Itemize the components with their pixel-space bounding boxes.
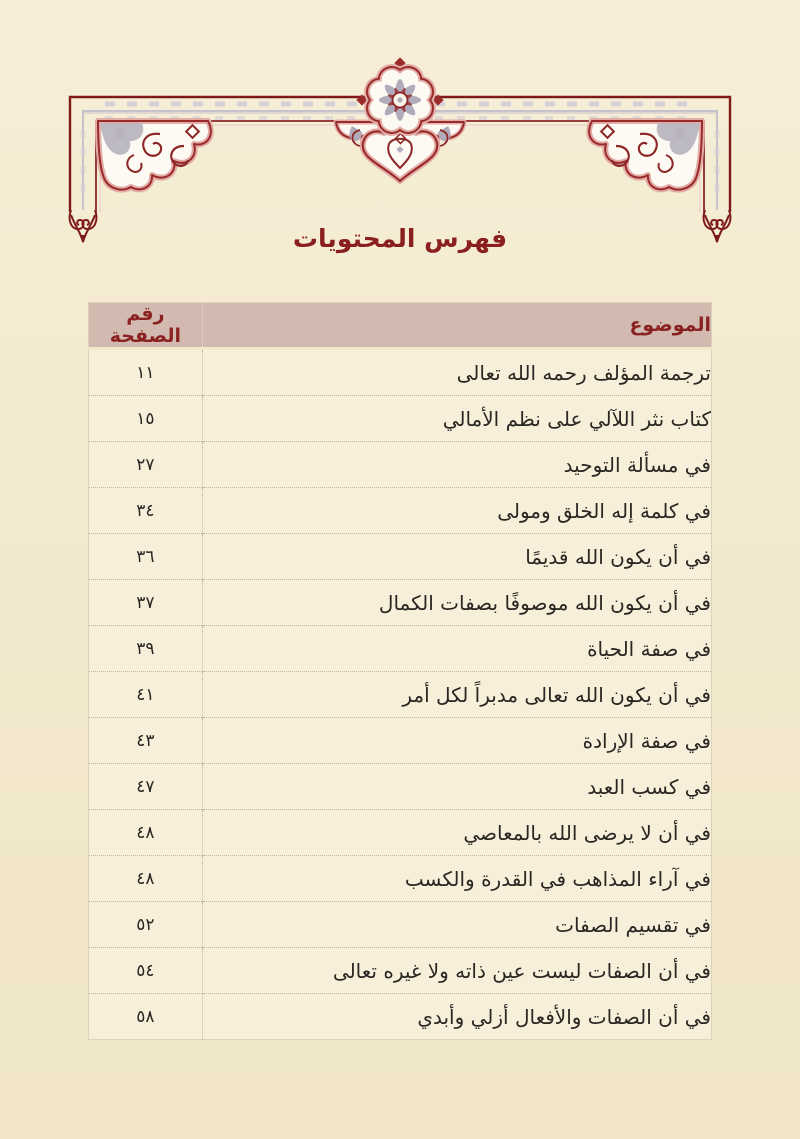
page-number-column-header: رقم الصفحة <box>89 303 203 349</box>
table-row <box>89 626 712 672</box>
subject-cell: في صفة الحياة <box>202 626 711 672</box>
subject-cell: ترجمة المؤلف رحمه الله تعالى <box>202 349 711 396</box>
subject-cell: في مسألة التوحيد <box>202 442 711 488</box>
subject-column-header: الموضوع <box>202 303 711 349</box>
table-row <box>89 672 712 718</box>
table-row <box>89 994 712 1040</box>
page-number-cell: ٢٧ <box>89 442 203 488</box>
subject-cell: في أن الصفات والأفعال أزلي وأبدي <box>202 994 711 1040</box>
subject-cell: في صفة الإرادة <box>202 718 711 764</box>
page-number-cell: ٤٨ <box>89 810 203 856</box>
table-row <box>89 810 712 856</box>
page-title: فهرس المحتويات <box>292 224 508 253</box>
subject-cell: كتاب نثر اللآلي على نظم الأمالي <box>202 396 711 442</box>
toc-table <box>88 302 712 1040</box>
page-number-cell: ٤١ <box>89 672 203 718</box>
page-number-cell: ٤٨ <box>89 856 203 902</box>
subject-cell: في آراء المذاهب في القدرة والكسب <box>202 856 711 902</box>
table-row <box>89 764 712 810</box>
corner-arabesque-right <box>589 121 702 190</box>
subject-cell: في كسب العبد <box>202 764 711 810</box>
table-row <box>89 948 712 994</box>
page-number-cell: ٣٦ <box>89 534 203 580</box>
corner-arabesque-left <box>98 121 211 190</box>
page-number-cell: ١١ <box>136 362 155 383</box>
page-number-cell: ٣٧ <box>89 580 203 626</box>
page-number-cell: ٣٤ <box>89 488 203 534</box>
subject-cell: في تقسيم الصفات <box>202 902 711 948</box>
table-row <box>89 580 712 626</box>
subject-cell: في أن لا يرضى الله بالمعاصي <box>202 810 711 856</box>
page-number-cell: ١٥ <box>89 396 203 442</box>
table-row <box>89 442 712 488</box>
table-row <box>89 902 712 948</box>
table-row <box>89 718 712 764</box>
subject-cell: في أن يكون الله قديمًا <box>202 534 711 580</box>
table-row <box>89 534 712 580</box>
table-row <box>89 396 712 442</box>
toc-table-body <box>89 349 712 1040</box>
page-number-cell: ٥٢ <box>89 902 203 948</box>
subject-cell: في كلمة إله الخلق ومولى <box>202 488 711 534</box>
table-row <box>89 856 712 902</box>
page-number-cell: ٣٩ <box>89 626 203 672</box>
table-header-row <box>89 303 712 349</box>
subject-cell: في أن يكون الله تعالى مدبراً لكل أمر <box>202 672 711 718</box>
page-number-cell: ٥٨ <box>89 994 203 1040</box>
page-number-cell: ٤٣ <box>89 718 203 764</box>
table-row <box>89 488 712 534</box>
page-number-cell: ٥٤ <box>89 948 203 994</box>
table-row <box>89 349 712 396</box>
subject-cell: في أن الصفات ليست عين ذاته ولا غيره تعالى <box>202 948 711 994</box>
subject-cell: في أن يكون الله موصوفًا بصفات الكمال <box>202 580 711 626</box>
page-number-cell: ٤٧ <box>89 764 203 810</box>
